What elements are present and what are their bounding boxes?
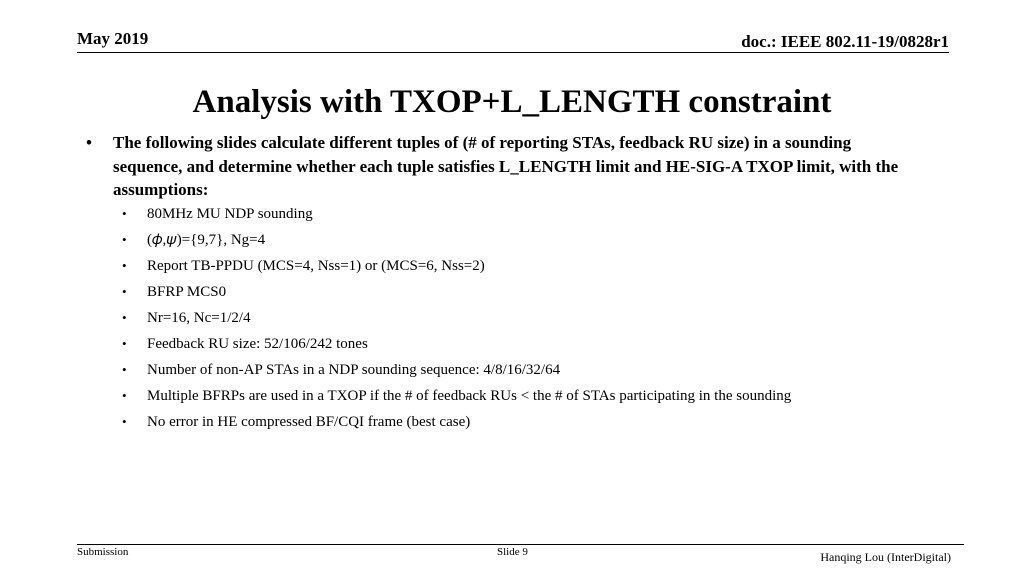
bullet-glyph: • <box>122 388 127 403</box>
footer-submission: Submission <box>77 546 129 558</box>
sub-bullet-item <box>120 229 940 255</box>
main-bullet <box>86 131 916 202</box>
bullet-glyph: • <box>122 414 127 429</box>
sub-bullet-text: No error in HE compressed BF/CQI frame (best case) <box>147 414 471 430</box>
sub-bullet-text: Feedback RU size: 52/106/242 tones <box>147 336 368 352</box>
bullet-glyph: • <box>122 336 127 351</box>
footer-slide-number: Slide 9 <box>497 546 528 558</box>
sub-bullet-list <box>120 203 940 437</box>
sub-bullet-text: 80MHz MU NDP sounding <box>147 206 313 222</box>
sub-bullet-item <box>120 203 940 229</box>
bullet-glyph: • <box>86 133 92 152</box>
slide-title: Analysis with TXOP+L_LENGTH constraint <box>192 84 832 120</box>
sub-bullet-item <box>120 385 940 411</box>
bullet-glyph: • <box>122 362 127 377</box>
sub-bullet-text: Number of non-AP STAs in a NDP sounding sequence: 4/8/16/32/64 <box>147 362 561 378</box>
header-date: May 2019 <box>77 29 149 48</box>
bullet-glyph: • <box>122 232 127 247</box>
sub-bullet-item <box>120 359 940 385</box>
bullet-glyph: • <box>122 206 127 221</box>
sub-bullet-text: (𝜙,𝜓)={9,7}, Ng=4 <box>147 232 266 248</box>
sub-bullet-item <box>120 333 940 359</box>
sub-bullet-item <box>120 255 940 281</box>
sub-bullet-item <box>120 411 940 437</box>
sub-bullet-text: Report TB-PPDU (MCS=4, Nss=1) or (MCS=6, Nss=2) <box>147 258 485 274</box>
sub-bullet-item <box>120 281 940 307</box>
sub-bullet-text: Nr=16, Nc=1/2/4 <box>147 310 251 326</box>
sub-bullet-item <box>120 307 940 333</box>
sub-bullet-text: Multiple BFRPs are used in a TXOP if the # of feedback RUs < the # of STAs participating in the sounding <box>147 388 792 404</box>
bullet-glyph: • <box>122 284 127 299</box>
header-divider <box>77 52 949 53</box>
header-doc-id: doc.: IEEE 802.11-19/0828r1 <box>741 32 949 51</box>
footer-divider <box>77 544 964 545</box>
footer-author: Hanqing Lou (InterDigital) <box>820 550 951 564</box>
bullet-glyph: • <box>122 258 127 273</box>
bullet-glyph: • <box>122 310 127 325</box>
main-bullet-text: The following slides calculate different tuples of (# of reporting STAs, feedback RU size) in a sounding sequence, and determine whether each tuple satisfies L_LENGTH limit and HE-SIG-A TXOP limit, with the assumptions: <box>113 133 899 199</box>
sub-bullet-text: BFRP MCS0 <box>147 284 227 300</box>
